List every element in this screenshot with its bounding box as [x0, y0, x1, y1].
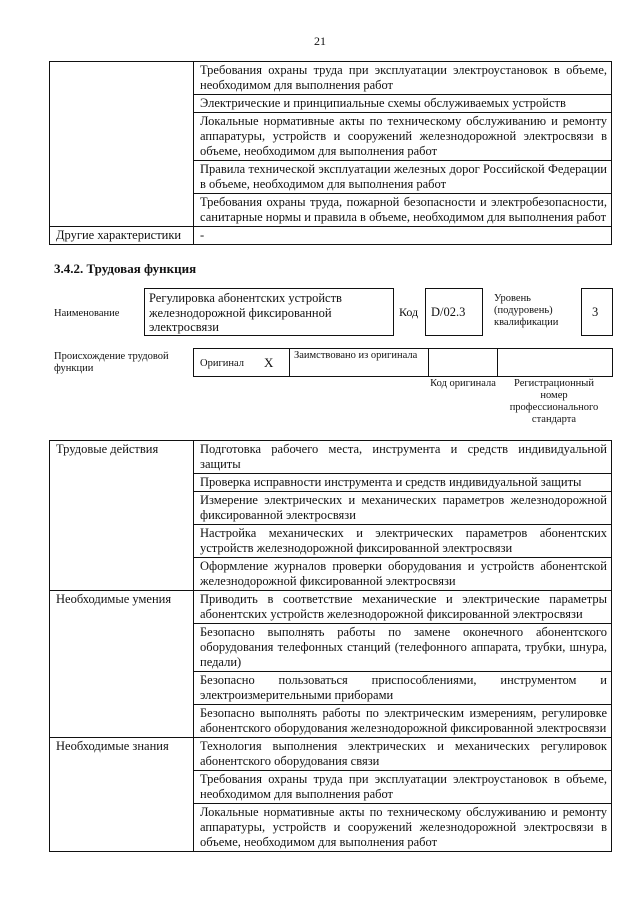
requirement-cell: Правила технической эксплуатации железных дорог Российской Федерации в объеме, необходимом для выполнения работ [194, 161, 612, 194]
table-row [50, 441, 612, 474]
other-characteristics-value: - [194, 227, 612, 245]
requirement-cell: Локальные нормативные акты по техническому обслуживанию и ремонту аппаратуры, устройств и сооружений железнодорожной электросвязи в объеме, необходимом для выполнения работ [194, 113, 612, 161]
code-box [425, 288, 483, 336]
skill-cell: Безопасно пользоваться приспособлениями, инструментом и электроизмерительными приборами [194, 672, 612, 705]
action-cell: Измерение электрических и механических параметров железнодорожной фиксированной электросвязи [194, 492, 612, 525]
action-cell: Оформление журналов проверки оборудования и устройств абонентской железнодорожной фиксированной электросвязи [194, 558, 612, 591]
level-box [581, 288, 613, 336]
other-characteristics-label: Другие характеристики [50, 227, 194, 245]
table-row [50, 227, 612, 245]
requirement-cell: Требования охраны труда, пожарной безопасности и электробезопасности, санитарные нормы и правила в объеме, необходимом для выполнения работ [194, 194, 612, 227]
action-cell: Проверка исправности инструмента и средств индивидуальной защиты [194, 474, 612, 492]
origin-code-box [428, 348, 498, 377]
knowledge-cell: Требования охраны труда при эксплуатации электроустановок в объеме, необходимом для выполнения работ [194, 771, 612, 804]
requirement-cell: Электрические и принципиальные схемы обслуживаемых устройств [194, 95, 612, 113]
name-value: Регулировка абонентских устройств железнодорожной фиксированной электросвязи [149, 291, 342, 334]
origin-label: Происхождение трудовой функции [54, 351, 169, 374]
original-box [193, 348, 290, 377]
continuation-table [49, 61, 612, 245]
action-cell: Подготовка рабочего места, инструмента и средств индивидуальной защиты [194, 441, 612, 474]
actions-label: Трудовые действия [50, 441, 194, 591]
table-row [50, 62, 612, 95]
name-label: Наименование [54, 308, 120, 319]
empty-label-cell [50, 62, 194, 227]
code-value: D/02.3 [431, 305, 466, 319]
skill-cell: Безопасно выполнять работы по электрическим измерениям, регулировке абонентского оборудования железнодорожной фиксированной электросвязи [194, 705, 612, 738]
knowledge-label: Необходимые знания [50, 738, 194, 852]
reg-number-box [497, 348, 613, 377]
original-label: Оригинал [200, 358, 244, 369]
page-number: 21 [314, 34, 326, 48]
knowledge-cell: Локальные нормативные акты по техническому обслуживанию и ремонту аппаратуры, устройств и сооружений железнодорожной электросвязи в объеме, необходимом для выполнения работ [194, 804, 612, 852]
skill-cell: Приводить в соответствие механические и электрические параметры абонентских устройств железнодорожной фиксированной электросвязи [194, 591, 612, 624]
level-value: 3 [592, 305, 599, 319]
table-row [50, 738, 612, 771]
action-cell: Настройка механических и электрических параметров абонентских устройств железнодорожной фиксированной электросвязи [194, 525, 612, 558]
table-row [50, 591, 612, 624]
section-heading: 3.4.2. Трудовая функция [54, 261, 197, 276]
reg-number-caption: Регистрационный номер профессионального стандарта [509, 378, 599, 425]
borrowed-box [289, 348, 429, 377]
original-mark: X [264, 355, 274, 370]
borrowed-label: Заимствовано из оригинала [294, 350, 418, 361]
code-label: Код [399, 305, 419, 319]
name-box [144, 288, 394, 336]
origin-code-caption: Код оригинала [430, 378, 496, 389]
skills-label: Необходимые умения [50, 591, 194, 738]
function-table [49, 440, 612, 852]
knowledge-cell: Технология выполнения электрических и механических регулировок абонентского оборудования связи [194, 738, 612, 771]
level-label: Уровень (подуровень) квалификации [494, 293, 559, 328]
skill-cell: Безопасно выполнять работы по замене оконечного абонентского оборудования телефонных станций (телефонного аппарата, трубки, шнура, педали) [194, 624, 612, 672]
requirement-cell: Требования охраны труда при эксплуатации электроустановок в объеме, необходимом для выполнения работ [194, 62, 612, 95]
